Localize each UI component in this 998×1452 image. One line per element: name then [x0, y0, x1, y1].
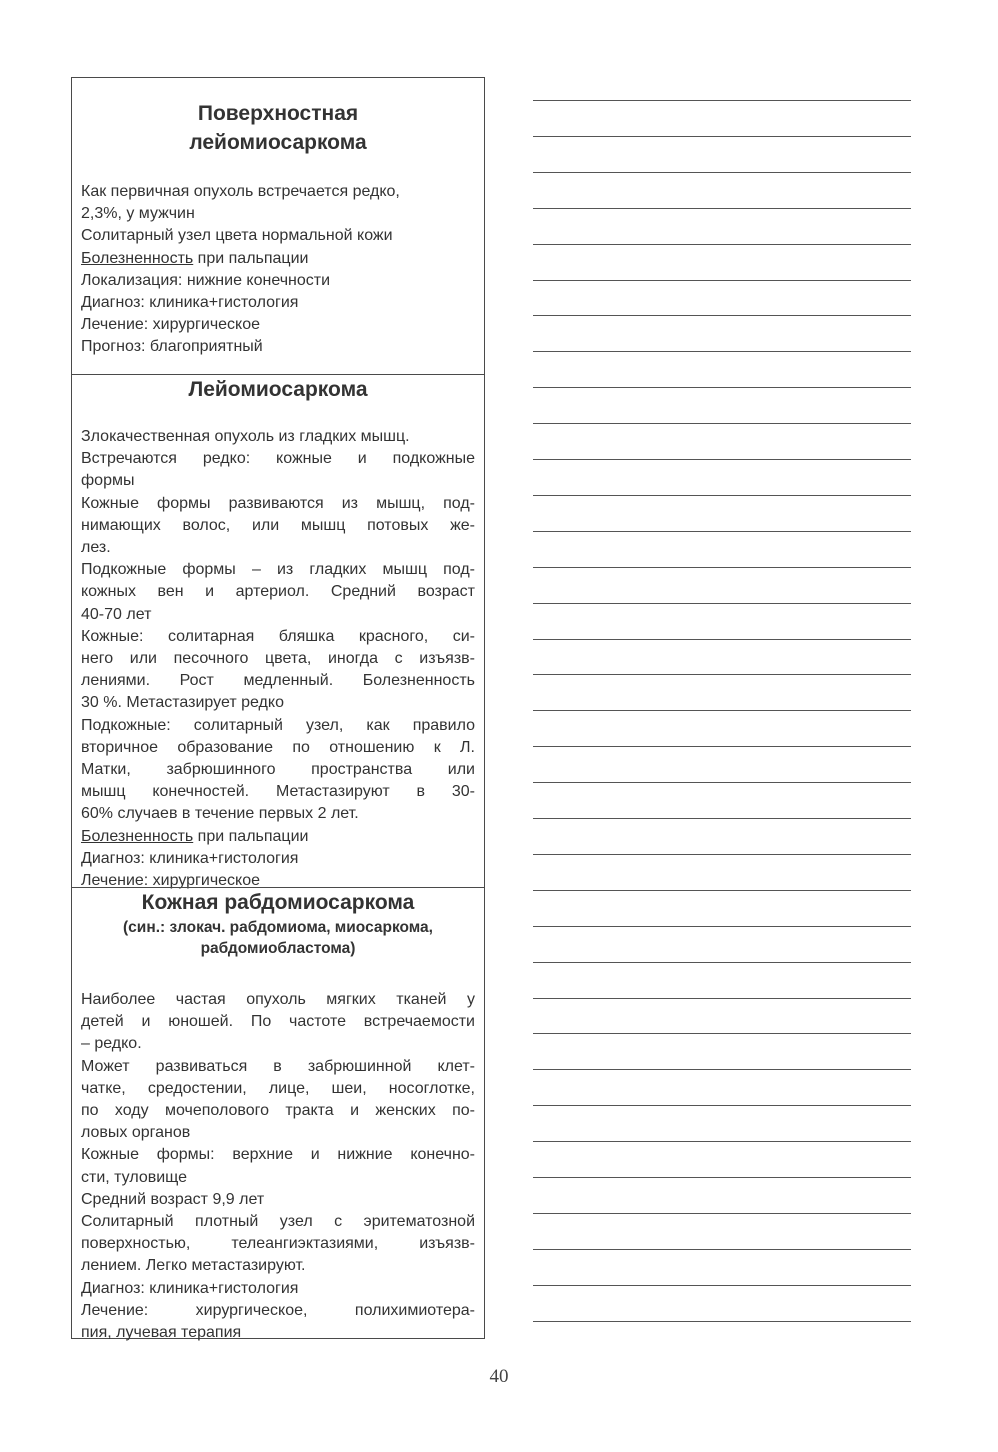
note-rule-line	[533, 890, 911, 891]
title-line: Кожная рабдомиосаркома	[141, 891, 415, 914]
section-body	[72, 989, 484, 1344]
text-line: чатке, средостении, лице, шеи, носоглотке,	[81, 1079, 475, 1097]
section-rhabdomyosarcoma	[72, 891, 484, 1344]
note-rule-line	[533, 818, 911, 819]
text-line: Злокачественная опухоль из гладких мышц.	[81, 428, 410, 445]
note-rule-line	[533, 639, 911, 640]
text-line: Локализация: нижние конечности	[81, 271, 331, 289]
note-rule-line	[533, 567, 911, 568]
note-rule-line	[533, 998, 911, 999]
note-rule-line	[533, 1105, 911, 1106]
section-body	[72, 181, 484, 359]
note-rule-line	[533, 1069, 911, 1070]
section-body	[72, 426, 484, 892]
text-line: ловых органов	[81, 1124, 191, 1142]
note-rule-line	[533, 782, 911, 783]
section-divider	[72, 887, 484, 888]
text-line: Солитарный плотный узел с эритематозной	[81, 1213, 475, 1231]
text-line: формы	[81, 472, 135, 490]
section-title	[72, 891, 484, 915]
note-rule-line	[533, 208, 911, 209]
note-rule-line	[533, 280, 911, 281]
text-line: Диагноз: клиника+гистология	[81, 1279, 299, 1297]
pain-line-rest: при пальпации	[193, 827, 309, 845]
text-line: нимающих волос, или мышц потовых же-	[81, 516, 475, 534]
text-line: поверхностью, телеангиэктазиями, изъязв-	[81, 1235, 475, 1253]
pain-line	[81, 826, 475, 848]
text-line: Кожные формы развиваются из мышц, под-	[81, 494, 475, 512]
note-rule-line	[533, 351, 911, 352]
text-line: по ходу мочеполового тракта и женских по-	[81, 1102, 475, 1120]
note-rule-line	[533, 531, 911, 532]
title-line: Лейомиосаркома	[188, 378, 368, 401]
title-line: лейомиосаркома	[189, 131, 367, 154]
subtitle-line: (син.: злокач. рабдомиома, миосаркома,	[123, 919, 433, 936]
note-rule-line	[533, 1141, 911, 1142]
text-line: – редко.	[81, 1035, 142, 1053]
underlined-term: Болезненность	[81, 827, 194, 845]
text-line: Наиболее частая опухоль мягких тканей у	[81, 991, 475, 1008]
page-number: 40	[489, 1366, 509, 1387]
text-line: Подкожные формы – из гладких мышц под-	[81, 561, 475, 579]
text-line: пия, лучевая терапия	[81, 1324, 242, 1342]
section-leiomyosarcoma	[72, 378, 484, 892]
pain-line-rest: при пальпации	[193, 249, 309, 267]
note-rule-line	[533, 962, 911, 963]
notes-table	[71, 77, 485, 1342]
text-line: кожных вен и артериол. Средний возраст	[81, 583, 475, 601]
note-rule-line	[533, 387, 911, 388]
note-rule-line	[533, 674, 911, 675]
text-line: Кожные: солитарная бляшка красного, си-	[81, 627, 475, 645]
text-line: детей и юношей. По частоте встречаемости	[81, 1013, 475, 1031]
note-rule-line	[533, 1213, 911, 1214]
note-rule-line	[533, 603, 911, 604]
note-rule-line	[533, 100, 911, 101]
text-line: Кожные формы: верхние и нижние конечно-	[81, 1146, 475, 1164]
text-line: сти, туловище	[81, 1168, 188, 1186]
note-rule-line	[533, 459, 911, 460]
text-line: лением. Легко метастазируют.	[81, 1257, 306, 1275]
text-line: Солитарный узел цвета нормальной кожи	[81, 227, 393, 245]
note-rule-line	[533, 854, 911, 855]
underlined-term: Болезненность	[81, 249, 194, 267]
note-rule-line	[533, 1249, 911, 1250]
text-line: 40-70 лет	[81, 605, 152, 623]
text-line: Диагноз: клиника+гистология	[81, 849, 299, 867]
note-rule-line	[533, 315, 911, 316]
text-line: Может развиваться в забрюшинной клет-	[81, 1057, 475, 1075]
text-line: вторичное образование по отношению к Л.	[81, 738, 475, 756]
subtitle-line: рабдомиобластома)	[200, 940, 356, 957]
note-rule-line	[533, 495, 911, 496]
section-superficial-leiomyosarcoma	[72, 102, 484, 359]
note-rule-line	[533, 1285, 911, 1286]
note-rule-line	[533, 1033, 911, 1034]
note-rule-line	[533, 423, 911, 424]
text-line: Лечение: хирургическое	[81, 316, 261, 334]
note-rule-line	[533, 172, 911, 173]
text-line: Средний возраст 9,9 лет	[81, 1190, 265, 1208]
section-divider	[72, 374, 484, 375]
note-rule-line	[533, 926, 911, 927]
note-rule-line	[533, 1321, 911, 1322]
text-line: Матки, забрюшинного пространства или	[81, 761, 475, 779]
section-subtitle	[72, 917, 484, 959]
text-line: 60% случаев в течение первых 2 лет.	[81, 805, 359, 823]
note-rule-line	[533, 710, 911, 711]
text-line: него или песочного цвета, иногда с изъязв-	[81, 650, 475, 668]
text-line: Встречаются редко: кожные и подкожные	[81, 450, 475, 468]
text-line: Лечение: хирургическое	[81, 872, 261, 890]
section-title	[72, 102, 484, 155]
text-line: Подкожные: солитарный узел, как правило	[81, 716, 475, 734]
pain-line	[81, 248, 475, 270]
text-line: лениями. Рост медленный. Болезненность	[81, 672, 475, 690]
text-line: Лечение: хирургическое, полихимиотера-	[81, 1301, 475, 1319]
title-line: Поверхностная	[197, 102, 359, 125]
note-rule-line	[533, 1177, 911, 1178]
text-line: 30 %. Метастазирует редко	[81, 694, 284, 712]
note-rule-line	[533, 746, 911, 747]
text-line: 2,3%, у мужчин	[81, 205, 195, 223]
text-line: Как первичная опухоль встречается редко,	[81, 183, 400, 200]
text-line: Диагноз: клиника+гистология	[81, 294, 299, 312]
note-rule-line	[533, 136, 911, 137]
text-line: лез.	[81, 539, 111, 557]
section-title	[72, 378, 484, 402]
text-line: Прогноз: благоприятный	[81, 338, 263, 356]
note-rule-line	[533, 244, 911, 245]
text-line: мышц конечностей. Метастазируют в 30-	[81, 783, 475, 801]
